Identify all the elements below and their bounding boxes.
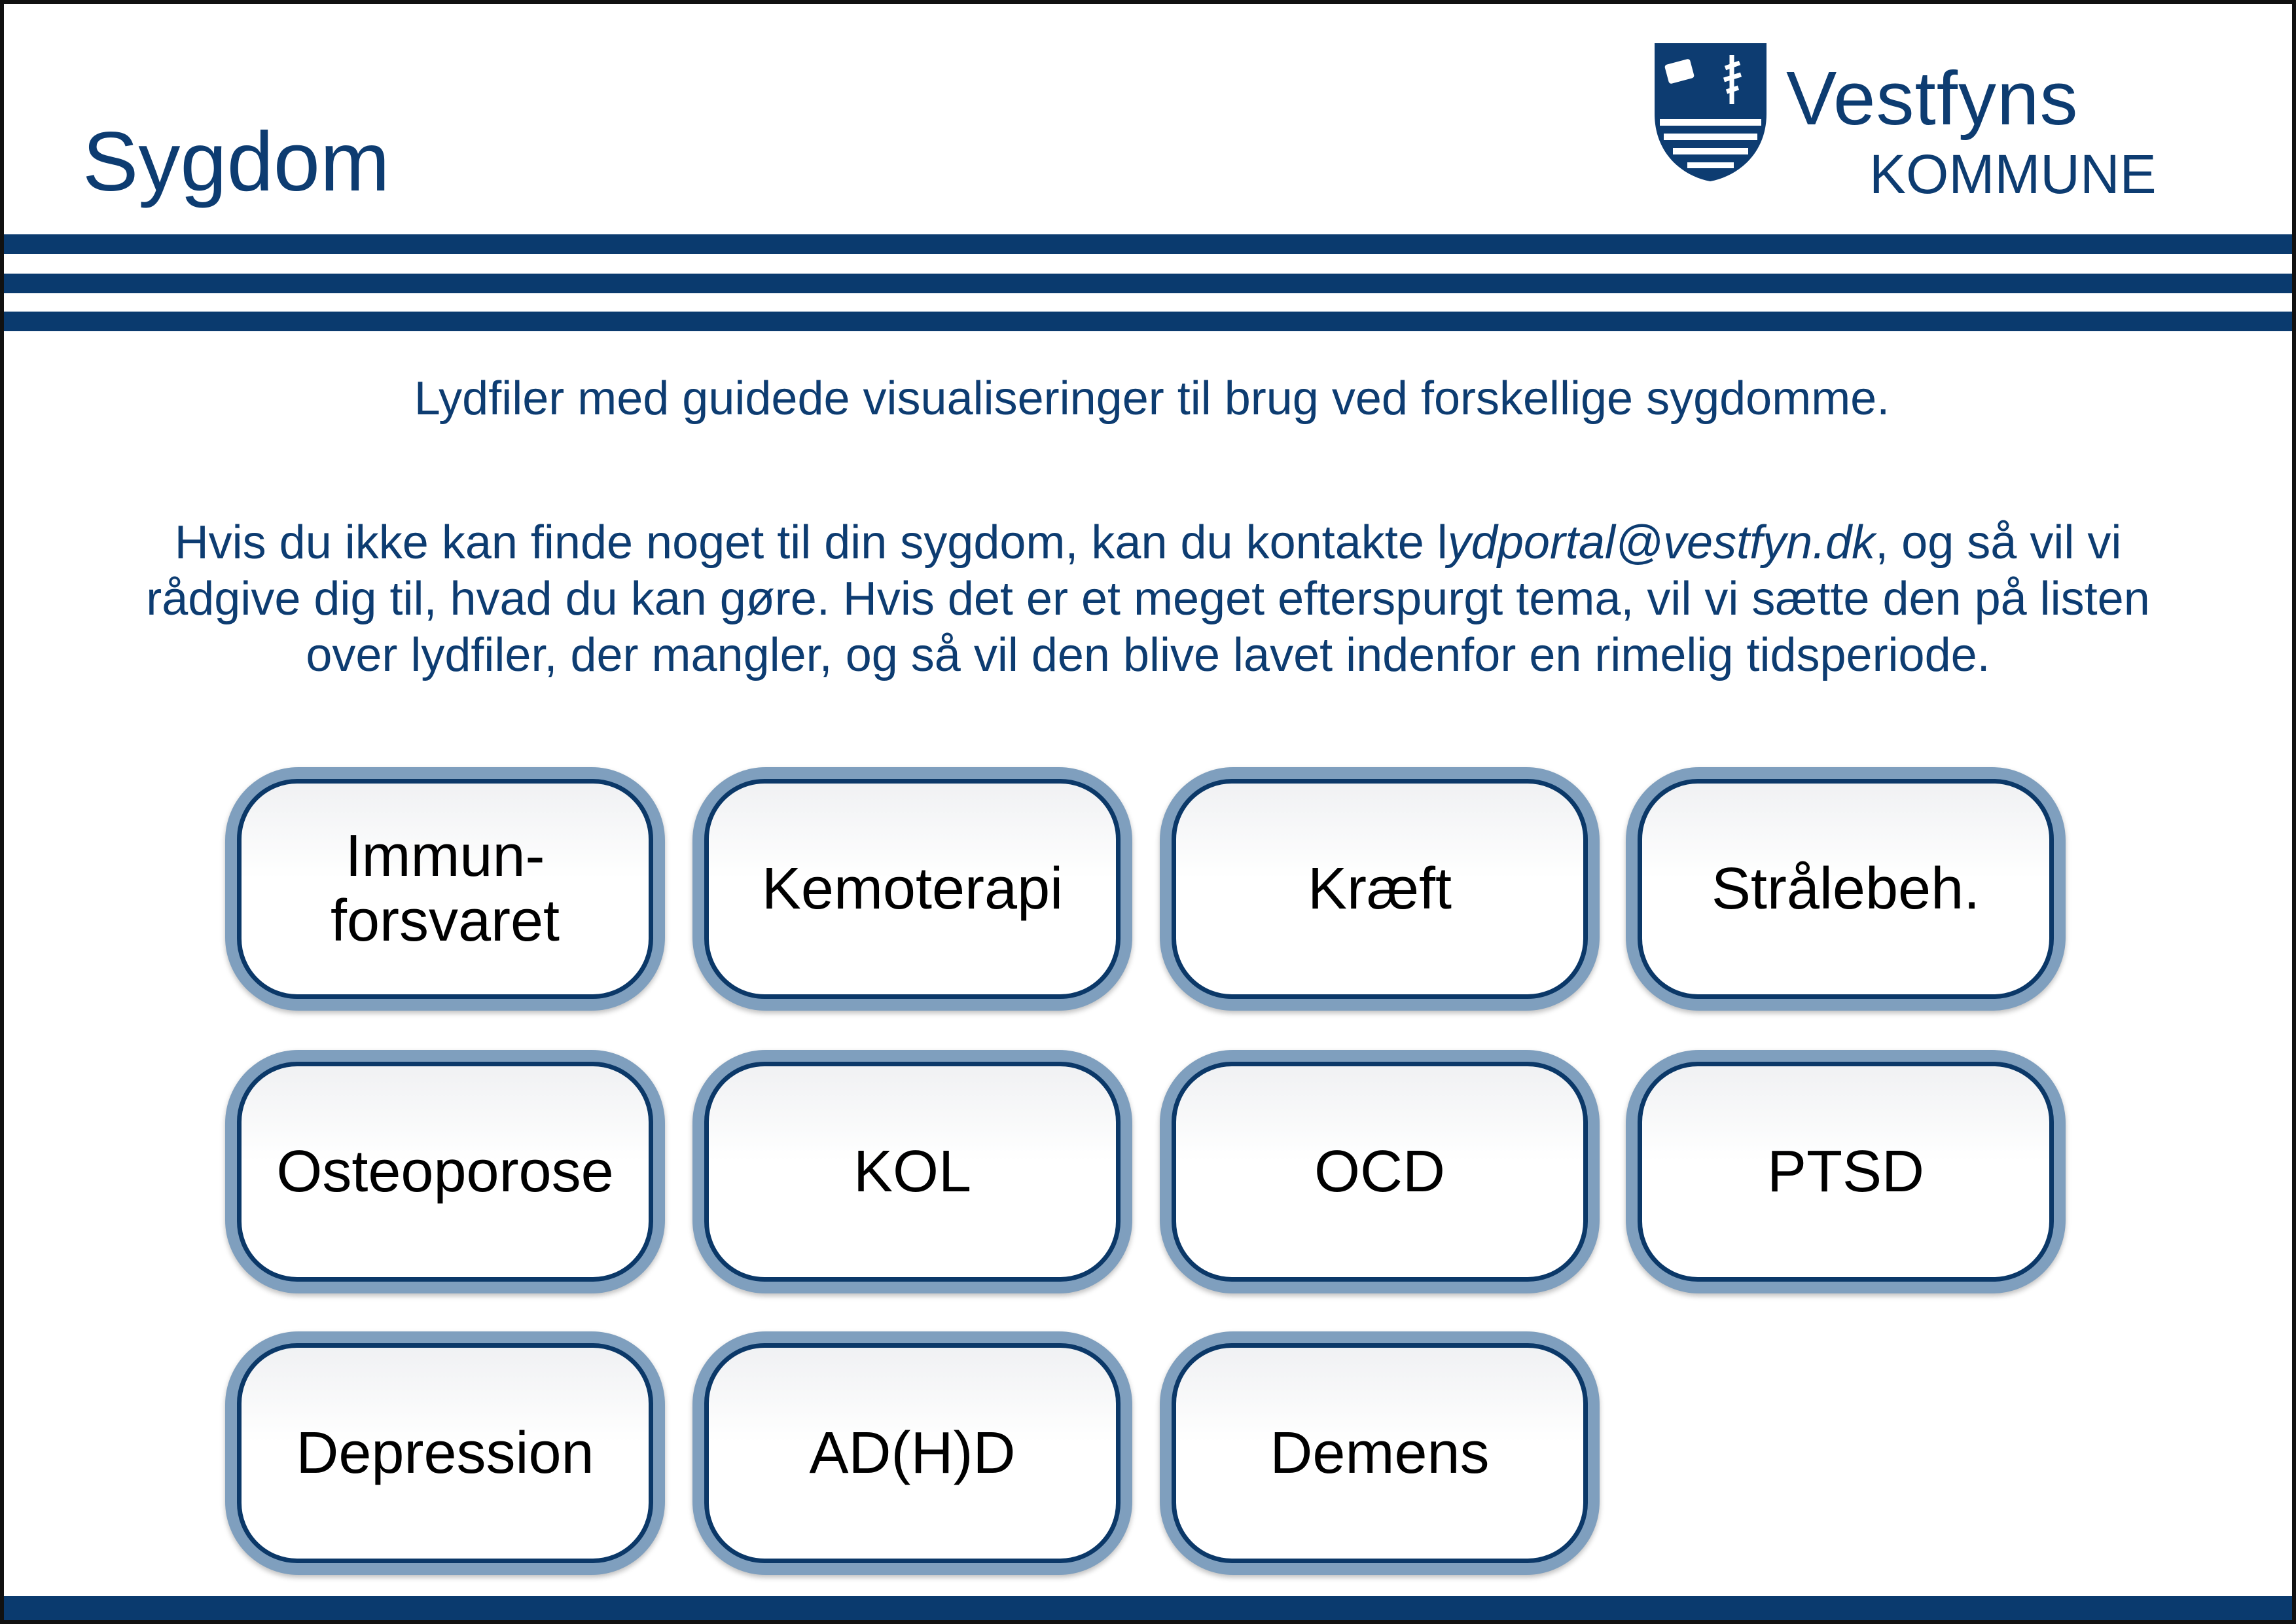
coat-of-arms-icon — [1653, 42, 1768, 183]
button-label: Osteoporose — [276, 1138, 614, 1204]
logo-wordmark: Vestfyns — [1786, 56, 2079, 141]
intro-text: Lydfiler med guidede visualiseringer til brug ved forskellige sygdomme. — [414, 372, 1890, 425]
header-stripe — [4, 234, 2292, 254]
contact-text — [102, 514, 2194, 683]
footer-stripe — [4, 1596, 2292, 1624]
topic-button-kemoterapi[interactable] — [692, 767, 1132, 1011]
topic-button-kol[interactable] — [692, 1050, 1132, 1293]
button-label: Kræft — [1307, 856, 1452, 922]
button-label: Immun- forsvaret — [330, 823, 560, 954]
page-title: Sygdom — [82, 115, 390, 209]
button-label: AD(H)D — [809, 1420, 1016, 1486]
button-label: PTSD — [1767, 1138, 1925, 1204]
topic-button-adhd[interactable] — [692, 1331, 1132, 1575]
vestfyns-kommune-logo — [1653, 42, 2164, 212]
button-label: Depression — [296, 1420, 594, 1486]
header-stripe — [4, 312, 2292, 331]
topic-button-depression[interactable] — [225, 1331, 665, 1575]
button-label: OCD — [1314, 1138, 1445, 1204]
button-label: Kemoterapi — [761, 856, 1064, 922]
contact-text-before: Hvis du ikke kan finde noget til din sygdom, kan du kontakte l — [174, 516, 1448, 569]
topic-button-immunforsvaret[interactable] — [225, 767, 665, 1011]
topic-button-ptsd[interactable] — [1626, 1050, 2066, 1293]
topic-button-osteoporose[interactable] — [225, 1050, 665, 1293]
logo-subtitle: KOMMUNE — [1869, 143, 2157, 205]
contact-text-after: , og så vil vi rådgive dig til, hvad du kan gøre. Hvis det er et meget efterspurgt tema, vil vi sætte den på listen over lydfiler, der mangler, og så vil den blive lavet indenfor en rimelig tidsperiode. — [146, 516, 2150, 681]
topic-button-ocd[interactable] — [1160, 1050, 1600, 1293]
topic-button-kraeft[interactable] — [1160, 767, 1600, 1011]
button-label: Strålebeh. — [1711, 856, 1981, 922]
button-label: KOL — [853, 1138, 972, 1204]
topic-button-straalebeh[interactable] — [1626, 767, 2066, 1011]
header-stripe — [4, 274, 2292, 293]
button-label: Demens — [1270, 1420, 1490, 1486]
topic-button-demens[interactable] — [1160, 1331, 1600, 1575]
contact-email-link[interactable]: ydportal@vestfyn.dk — [1447, 516, 1876, 569]
